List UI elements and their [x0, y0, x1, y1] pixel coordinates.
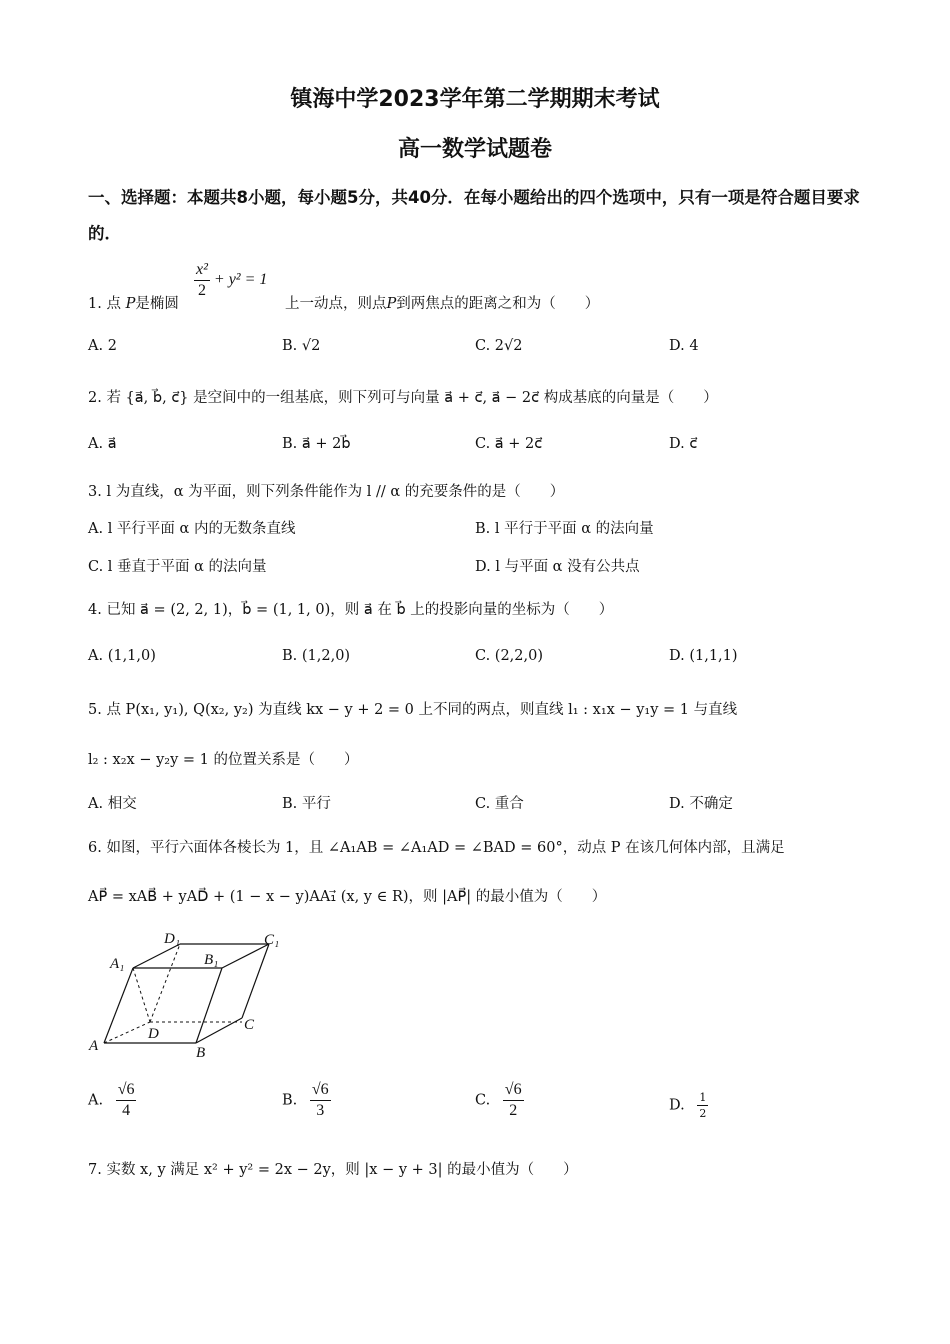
- option-d: D. 不确定: [669, 796, 733, 812]
- question-text: 上一动点，则点: [285, 296, 387, 312]
- option-b: B. √2: [282, 338, 321, 354]
- question-text: 若 {a⃗, b⃗, c⃗} 是空间中的一组基底，则下列可与向量 a⃗ + c⃗, a⃗ − 2c⃗ 构成基底的向量是（ ）: [106, 390, 718, 406]
- question-7: [88, 1158, 578, 1179]
- label-a: A: [89, 1038, 99, 1054]
- option-d: D. c⃗: [669, 436, 698, 452]
- option-letter: D.: [669, 1097, 685, 1114]
- question-1-cont: [285, 292, 599, 313]
- equation-denominator: 2: [197, 282, 206, 299]
- parallelepiped-figure: [84, 926, 294, 1066]
- option-d: D. (1,1,1): [669, 648, 738, 664]
- question-number: 7.: [88, 1162, 102, 1178]
- question-text: l 为直线，α 为平面，则下列条件能作为 l // α 的充要条件的是（ ）: [106, 484, 565, 500]
- question-2: [88, 386, 718, 407]
- question-text: 已知 a⃗ = (2, 2, 1)，b⃗ = (1, 1, 0)，则 a⃗ 在 b⃗ 上的投影向量的坐标为（ ）: [106, 602, 614, 618]
- question-6: [88, 836, 785, 857]
- option-a: A. l 平行平面 α 内的无数条直线: [88, 521, 296, 537]
- label-a1: A₁: [110, 956, 125, 972]
- question-number: 4.: [88, 602, 102, 618]
- label-d1: D₁: [164, 931, 181, 947]
- option-letter: A.: [88, 1092, 104, 1109]
- question-number: 2.: [88, 390, 102, 406]
- option-denominator: 2: [509, 1102, 518, 1119]
- option-d: D. l 与平面 α 没有公共点: [475, 559, 640, 575]
- edge-dd1-hidden: [150, 944, 180, 1022]
- option-b: B. l 平行于平面 α 的法向量: [475, 521, 654, 537]
- option-numerator: √6: [310, 1082, 331, 1101]
- section-heading: 一、选择题：本题共8小题，每小题5分，共40分．在每小题给出的四个选项中，只有一项是符合题目要求的．: [88, 188, 860, 243]
- var-p: P: [125, 296, 136, 312]
- option-a: A. a⃗: [88, 436, 117, 452]
- option-a: A. 2: [88, 338, 117, 354]
- option-a: A. (1,1,0): [88, 648, 156, 664]
- edge-a1d1: [133, 944, 180, 968]
- option-denominator: 4: [122, 1102, 131, 1119]
- equation-rest: + y² = 1: [213, 271, 268, 289]
- label-d: D: [148, 1026, 159, 1042]
- label-b: B: [196, 1045, 206, 1061]
- option-denominator: 3: [316, 1102, 325, 1119]
- option-numerator: √6: [116, 1082, 137, 1101]
- question-number: 3.: [88, 484, 102, 500]
- option-letter: B.: [282, 1092, 298, 1109]
- question-5: [88, 698, 737, 719]
- option-c: C. 2√2: [475, 338, 523, 354]
- question-number: 1.: [88, 296, 102, 312]
- option-c: C. a⃗ + 2c⃗: [475, 436, 543, 452]
- question-1: [88, 292, 179, 313]
- edge-a1d-hidden: [133, 968, 150, 1022]
- question-5-line2: l₂ : x₂x − y₂y = 1 的位置关系是（ ）: [88, 752, 359, 768]
- option-d: [669, 1092, 708, 1119]
- option-c: C. (2,2,0): [475, 648, 544, 664]
- option-b: [282, 1082, 331, 1119]
- exam-title: 镇海中学2023学年第二学期期末考试: [290, 87, 660, 112]
- question-number: 5.: [88, 702, 102, 718]
- label-c: C: [244, 1017, 255, 1033]
- var-p: P: [386, 296, 397, 312]
- question-number: 6.: [88, 840, 102, 856]
- option-c: [475, 1082, 524, 1119]
- option-c: C. l 垂直于平面 α 的法向量: [88, 559, 267, 575]
- question-text: 实数 x, y 满足 x² + y² = 2x − 2y，则 |x − y + 3| 的最小值为（ ）: [106, 1162, 578, 1178]
- option-d: D. 4: [669, 338, 699, 354]
- edge-aa1: [104, 968, 133, 1043]
- option-denominator: 2: [699, 1107, 707, 1120]
- option-a: A. 相交: [88, 796, 137, 812]
- option-c: C. 重合: [475, 796, 524, 812]
- question-text: 到两焦点的距离之和为（ ）: [396, 296, 600, 312]
- question-text: 是椭圆: [135, 296, 179, 312]
- question-3: [88, 480, 564, 501]
- question-text: 点: [106, 296, 121, 312]
- option-b: B. a⃗ + 2b⃗: [282, 436, 351, 452]
- option-numerator: √6: [503, 1082, 524, 1101]
- option-numerator: 1: [699, 1091, 707, 1104]
- question-text: 点 P(x₁, y₁), Q(x₂, y₂) 为直线 kx − y + 2 = 0 上不同的两点，则直线 l₁ : x₁x − y₁y = 1 与直线: [106, 702, 738, 718]
- edge-bb1: [196, 968, 222, 1043]
- label-c1: C₁: [264, 932, 280, 948]
- equation-numerator: x²: [194, 262, 210, 281]
- option-b: B. 平行: [282, 796, 331, 812]
- ellipse-equation: [194, 262, 267, 299]
- option-b: B. (1,2,0): [282, 648, 351, 664]
- exam-subtitle: 高一数学试题卷: [397, 137, 552, 162]
- question-4: [88, 598, 613, 619]
- option-letter: C.: [475, 1092, 491, 1109]
- question-text: 如图，平行六面体各棱长为 1，且 ∠A₁AB = ∠A₁AD = ∠BAD = 60°，动点 P 在该几何体内部，且满足: [106, 840, 785, 856]
- label-b1: B₁: [204, 952, 219, 968]
- option-a: [88, 1082, 136, 1119]
- question-6-line2: AP⃗ = xAB⃗ + yAD⃗ + (1 − x − y)AA₁⃗ (x, y ∈ R)，则 |AP⃗| 的最小值为（ ）: [88, 889, 607, 905]
